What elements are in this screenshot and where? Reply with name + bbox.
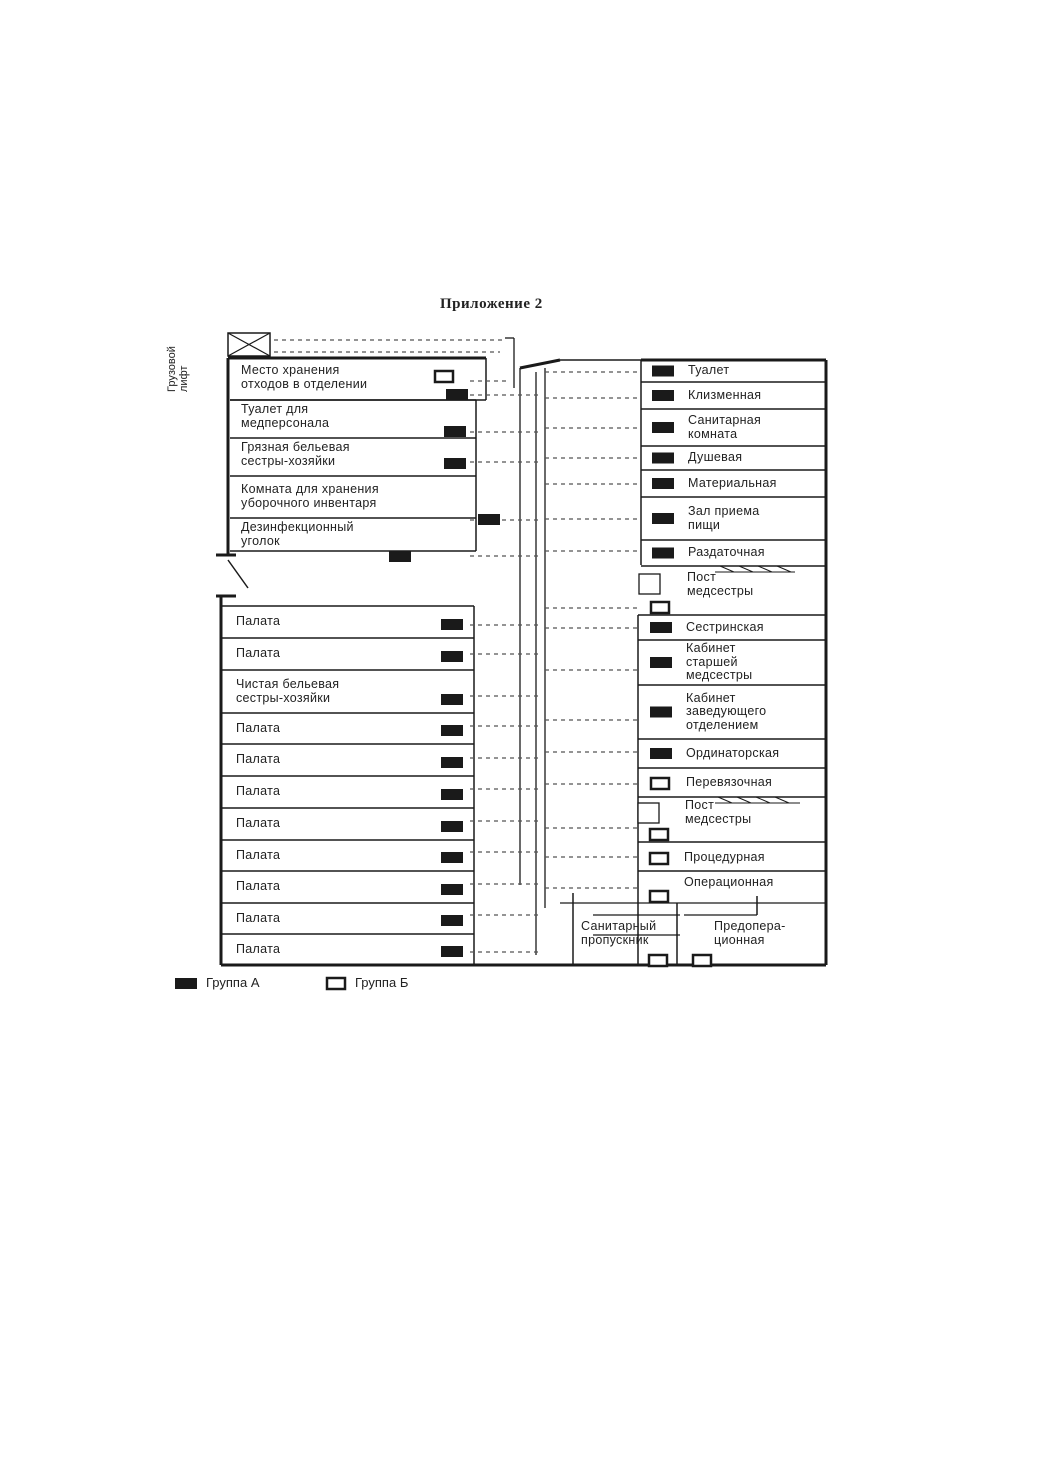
legend-group-b-swatch	[327, 978, 345, 989]
room-label: Материальная	[688, 475, 777, 490]
group-a-marker	[478, 514, 500, 525]
room-label: Палата	[236, 941, 281, 956]
room-label: Кабинет заведующего отделением	[686, 690, 767, 732]
room-label: Палата	[236, 752, 281, 767]
room-label: Грязная бельевая сестры-хозяйки	[241, 440, 350, 468]
room-label: Палата	[236, 816, 281, 831]
freight-lift-label: Грузовой лифт	[166, 346, 190, 392]
room-label: Зал приема пищи	[688, 504, 760, 532]
group-a-marker	[650, 707, 672, 718]
room-label: Пост медсестры	[687, 570, 754, 598]
room-label: Туалет	[688, 363, 730, 378]
group-a-marker	[650, 748, 672, 759]
group-a-marker	[652, 366, 674, 377]
nurse-desk	[638, 803, 659, 823]
group-b-marker	[651, 602, 669, 613]
group-a-marker	[652, 548, 674, 559]
group-b-marker	[651, 778, 669, 789]
room-label: Место хранения отходов в отделении	[241, 363, 368, 391]
group-a-marker	[652, 453, 674, 464]
group-b-marker	[650, 829, 668, 840]
group-b-marker	[650, 891, 668, 902]
room-label: Санитарный пропускник	[581, 919, 657, 947]
room-label: Сестринская	[686, 619, 764, 634]
group-a-marker	[652, 478, 674, 489]
legend-group-b-label: Группа Б	[355, 975, 409, 990]
room-label: Операционная	[684, 875, 774, 889]
room-label: Палата	[236, 720, 281, 735]
room-label: Душевая	[688, 450, 743, 465]
page-title: Приложение 2	[440, 296, 543, 312]
room-label: Палата	[236, 784, 281, 799]
group-a-marker	[389, 551, 411, 562]
room-label: Дезинфекционный уголок	[241, 520, 354, 548]
legend-group-a-label: Группа А	[206, 975, 260, 990]
room-label: Палата	[236, 847, 281, 862]
room-label: Чистая бельевая сестры-хозяйки	[236, 677, 340, 705]
room-label: Пост медсестры	[685, 798, 752, 826]
room-label: Комната для хранения уборочного инвентаря	[241, 482, 379, 510]
room-label: Ординаторская	[686, 745, 780, 760]
corridor-top-wall	[520, 360, 560, 368]
group-a-marker	[650, 622, 672, 633]
room-label: Туалет для медперсонала	[241, 402, 330, 430]
group-b-marker	[649, 955, 667, 966]
door-swing	[228, 560, 248, 588]
group-b-marker	[650, 853, 668, 864]
group-b-marker	[693, 955, 711, 966]
room-label: Клизменная	[688, 387, 762, 402]
nurse-desk	[639, 574, 660, 594]
room-label: Палата	[236, 879, 281, 894]
group-a-marker	[650, 657, 672, 668]
room-label: Палата	[236, 614, 281, 629]
room-label: Палата	[236, 646, 281, 661]
room-label: Раздаточная	[688, 545, 765, 560]
room-label: Кабинет старшей медсестры	[686, 641, 753, 683]
legend-group-a-swatch	[175, 978, 197, 989]
room-label: Процедурная	[684, 850, 765, 864]
room-label: Палата	[236, 910, 281, 925]
group-a-marker	[652, 513, 674, 524]
room-label: Санитарная комната	[688, 413, 762, 441]
group-a-marker	[652, 390, 674, 401]
room-label: Перевязочная	[686, 774, 773, 789]
room-label: Предопера- ционная	[714, 919, 786, 947]
group-a-marker	[652, 422, 674, 433]
